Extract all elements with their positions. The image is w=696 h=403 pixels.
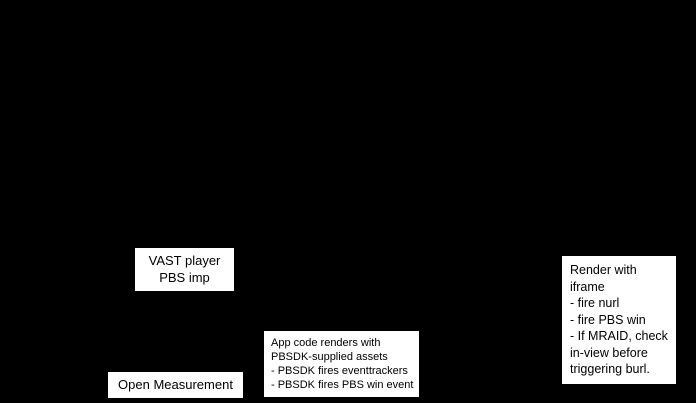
node-render-iframe-line-6: in-view before xyxy=(570,345,648,360)
node-vast-player-line-1: VAST player xyxy=(148,253,221,268)
node-render-iframe-line-2: iframe xyxy=(570,279,605,294)
node-render-iframe-line-4: - fire PBS win xyxy=(570,312,646,327)
node-render-iframe-line-3: - fire nurl xyxy=(570,296,620,310)
node-app-code-renders xyxy=(263,330,420,398)
node-app-code-line-3: - PBSDK fires eventtrackers xyxy=(271,365,408,377)
node-open-measurement xyxy=(107,371,244,399)
node-app-code-line-4: - PBSDK fires PBS win event xyxy=(271,379,414,391)
node-render-iframe-line-7: triggering burl. xyxy=(570,362,650,376)
node-vast-player-line-2: PBS imp xyxy=(159,270,210,285)
node-app-code-line-1: App code renders with xyxy=(271,337,381,349)
node-open-measurement-line-1: Open Measurement xyxy=(118,377,233,392)
node-vast-player xyxy=(134,247,235,292)
node-render-iframe-line-5: - If MRAID, check xyxy=(570,329,668,343)
node-render-iframe-line-1: Render with xyxy=(570,263,637,277)
node-app-code-line-2: PBSDK-supplied assets xyxy=(271,351,388,363)
node-render-with-iframe xyxy=(561,255,677,385)
